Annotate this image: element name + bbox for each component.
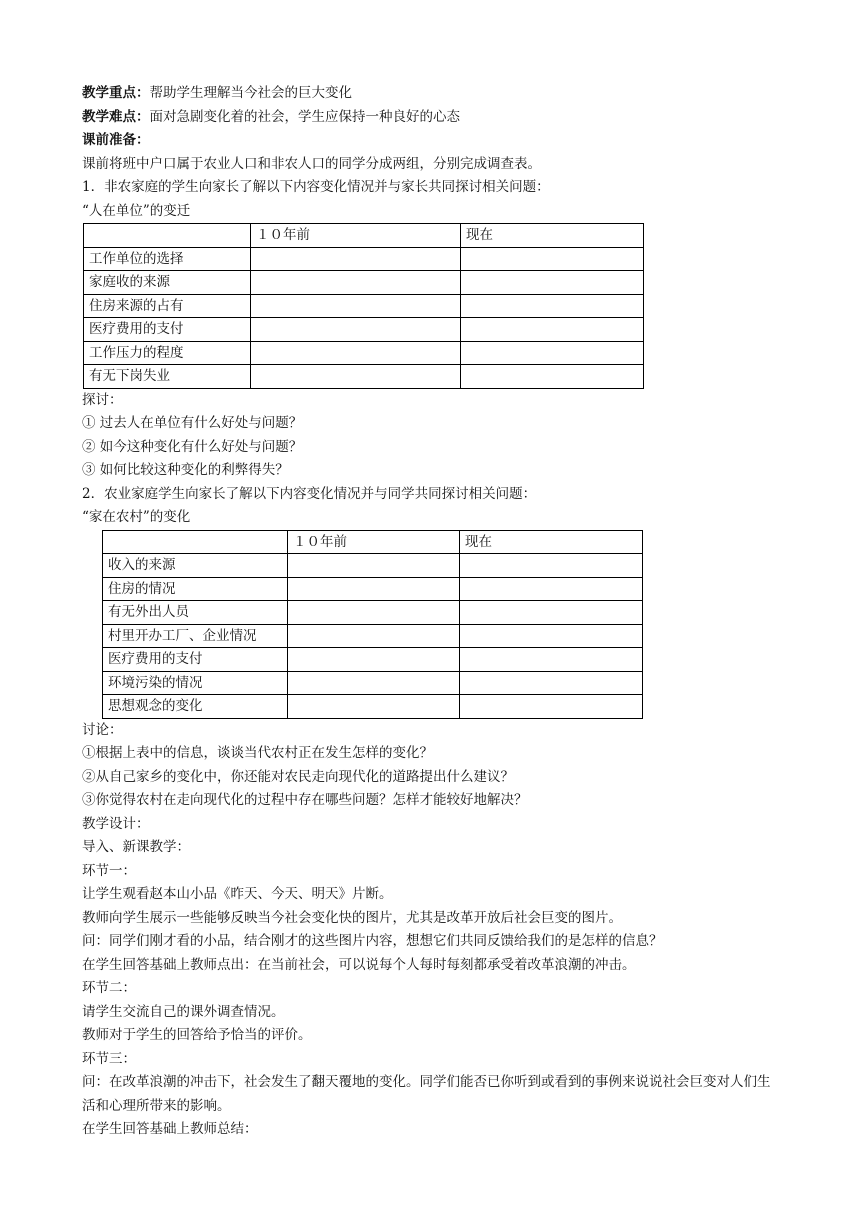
step-2-label: 环节二： (82, 980, 136, 996)
answer-cell[interactable] (251, 318, 461, 342)
row-label: 收入的来源 (103, 554, 288, 578)
prep-label: 课前准备： (82, 132, 150, 148)
answer-cell[interactable] (288, 624, 460, 648)
discuss-1-item: ② 如今这种变化有什么好处与问题？ (82, 438, 303, 455)
answer-cell[interactable] (461, 247, 644, 271)
table-row (84, 341, 644, 365)
answer-cell[interactable] (288, 554, 460, 578)
table-row (84, 365, 644, 389)
design-intro: 导入、新课教学： (82, 839, 190, 855)
table-row (84, 294, 644, 318)
table-row (103, 671, 643, 695)
step-3-summary: 在学生回答基础上教师总结： (82, 1121, 258, 1137)
discuss-1-item: ③ 如何比较这种变化的利弊得失？ (82, 462, 289, 478)
document-body (82, 82, 772, 1142)
table-row (103, 601, 643, 625)
row-label: 有无外出人员 (103, 601, 288, 625)
row-label: 家庭收的来源 (84, 271, 251, 295)
design-label: 教学设计： (82, 815, 150, 832)
step-2-line: 教师对于学生的回答给予恰当的评价。 (82, 1027, 312, 1043)
table-row (103, 695, 643, 719)
answer-cell[interactable] (288, 695, 460, 719)
answer-cell[interactable] (251, 271, 461, 295)
table-row (103, 577, 643, 601)
row-label: 工作单位的选择 (84, 247, 251, 271)
teaching-difficulty (82, 106, 772, 130)
teaching-focus-label: 教学重点： (82, 85, 150, 101)
row-label: 住房来源的占有 (84, 294, 251, 318)
discuss-1-item: ① 过去人在单位有什么好处与问题？ (82, 415, 303, 431)
teaching-difficulty-label: 教学难点： (82, 108, 150, 125)
table-header-row (103, 530, 643, 554)
table-row (84, 271, 644, 295)
answer-cell[interactable] (460, 624, 643, 648)
step-1-line: 教师向学生展示一些能够反映当今社会变化快的图片，尤其是改革开放后社会巨变的图片。 (82, 909, 622, 926)
work-unit-table (83, 223, 644, 389)
table-1-title: “人在单位”的变迁 (82, 202, 191, 219)
teaching-focus (82, 82, 772, 106)
discuss-2-item: ①根据上表中的信息，谈谈当代农村正在发生怎样的变化？ (82, 745, 433, 761)
prep-heading (82, 129, 772, 153)
answer-cell[interactable] (460, 671, 643, 695)
row-label: 工作压力的程度 (84, 341, 251, 365)
table-row (103, 554, 643, 578)
row-label: 住房的情况 (103, 577, 288, 601)
step-1-line: 在学生回答基础上教师点出：在当前社会，可以说每个人每时每刻都承受着改革浪潮的冲击。 (82, 956, 636, 973)
prep-intro: 课前将班中户口属于农业人口和非农人口的同学分成两组，分别完成调查表。 (82, 155, 541, 172)
rural-home-table (102, 530, 643, 719)
answer-cell[interactable] (251, 365, 461, 389)
task-1: 1．非农家庭的学生向家长了解以下内容变化情况并与家长共同探讨相关问题： (82, 179, 550, 195)
table-row (103, 624, 643, 648)
answer-cell[interactable] (460, 695, 643, 719)
answer-cell[interactable] (461, 341, 644, 365)
table-row (103, 648, 643, 672)
table-header-row (84, 224, 644, 248)
row-label: 医疗费用的支付 (103, 648, 288, 672)
answer-cell[interactable] (461, 271, 644, 295)
step-3-question: 问：在改革浪潮的冲击下，社会发生了翻天覆地的变化。同学们能否已你听到或看到的事例来说说社会巨变对人们生活和心理所带来的影响。 (82, 1074, 771, 1114)
answer-cell[interactable] (460, 648, 643, 672)
table-header-cell (84, 224, 251, 248)
teaching-difficulty-text: 面对急剧变化着的社会，学生应保持一种良好的心态 (149, 108, 460, 125)
discuss-1-label: 探讨： (82, 391, 123, 408)
answer-cell[interactable] (288, 648, 460, 672)
answer-cell[interactable] (251, 247, 461, 271)
step-2-line: 请学生交流自己的课外调查情况。 (82, 1003, 285, 1020)
row-label: 有无下岗失业 (84, 365, 251, 389)
table-header-cell: 现在 (460, 530, 643, 554)
answer-cell[interactable] (461, 318, 644, 342)
table-header-cell: １０年前 (251, 224, 461, 248)
table-row (84, 318, 644, 342)
row-label: 医疗费用的支付 (84, 318, 251, 342)
answer-cell[interactable] (461, 294, 644, 318)
answer-cell[interactable] (460, 601, 643, 625)
answer-cell[interactable] (461, 365, 644, 389)
step-1-line: 让学生观看赵本山小品《昨天、今天、明天》片断。 (82, 886, 393, 902)
answer-cell[interactable] (288, 577, 460, 601)
row-label: 思想观念的变化 (103, 695, 288, 719)
table-header-cell: １０年前 (288, 530, 460, 554)
step-1-label: 环节一： (82, 862, 136, 879)
step-1-line: 问：同学们刚才看的小品，结合刚才的这些图片内容，想想它们共同反馈给我们的是怎样的信息？ (82, 933, 663, 949)
answer-cell[interactable] (288, 671, 460, 695)
answer-cell[interactable] (460, 577, 643, 601)
table-row (84, 247, 644, 271)
discuss-2-label: 讨论： (82, 721, 123, 738)
step-3-label: 环节三： (82, 1050, 136, 1067)
table-header-cell (103, 530, 288, 554)
row-label: 环境污染的情况 (103, 671, 288, 695)
discuss-2-item: ②从自己家乡的变化中，你还能对农民走向现代化的道路提出什么建议？ (82, 768, 514, 785)
discuss-2-item: ③你觉得农村在走向现代化的过程中存在哪些问题？怎样才能较好地解决？ (82, 792, 528, 808)
table-2-title: “家在农村”的变化 (82, 509, 191, 525)
answer-cell[interactable] (288, 601, 460, 625)
teaching-focus-text: 帮助学生理解当今社会的巨大变化 (149, 85, 352, 101)
row-label: 村里开办工厂、企业情况 (103, 624, 288, 648)
table-header-cell: 现在 (461, 224, 644, 248)
answer-cell[interactable] (251, 341, 461, 365)
answer-cell[interactable] (460, 554, 643, 578)
answer-cell[interactable] (251, 294, 461, 318)
task-2: 2．农业家庭学生向家长了解以下内容变化情况并与同学共同探讨相关问题： (82, 485, 537, 502)
